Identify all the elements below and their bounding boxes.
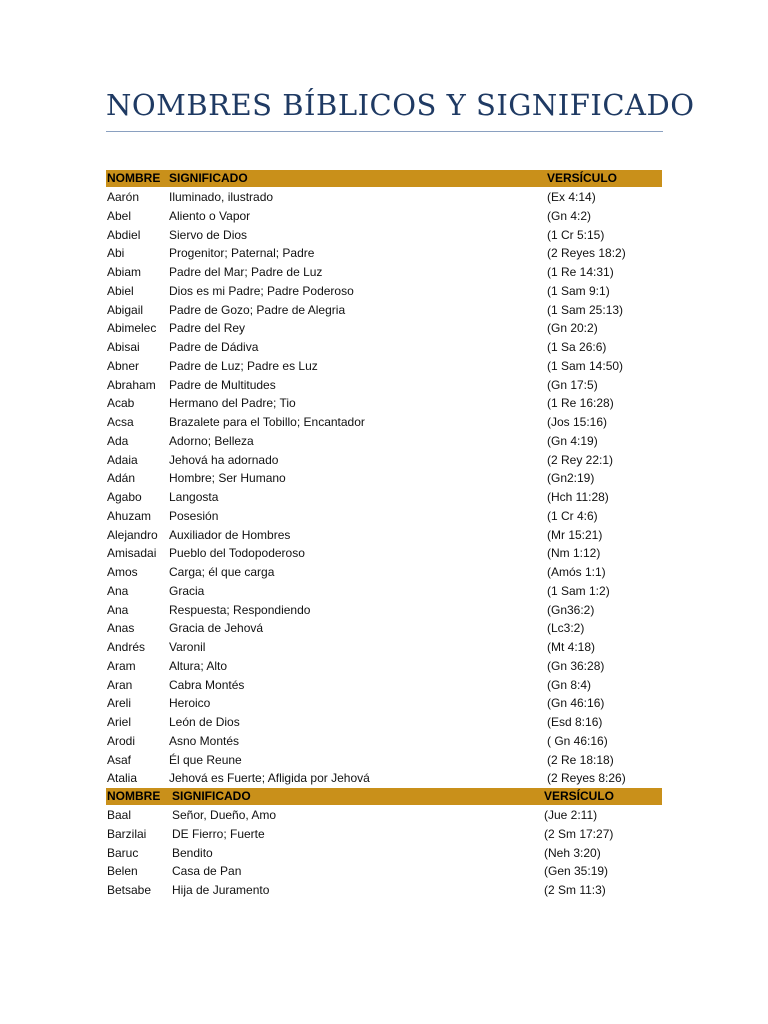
table-row	[106, 301, 662, 320]
cell-significado: Adorno; Belleza	[169, 433, 254, 448]
cell-versiculo: (Amós 1:1)	[547, 565, 606, 579]
cell-nombre: Andrés	[107, 640, 146, 654]
table-row	[106, 657, 662, 676]
cell-nombre: Acab	[107, 396, 135, 411]
cell-significado: Padre del Rey	[169, 321, 246, 336]
table-row	[106, 526, 662, 545]
table-row	[106, 676, 662, 695]
cell-nombre: Amisadai	[107, 546, 157, 561]
table-row	[106, 544, 662, 563]
cell-significado: Jehová ha adornado	[169, 452, 279, 467]
cell-versiculo: (1 Sam 1:2)	[547, 583, 610, 598]
cell-nombre: Amos	[107, 565, 138, 579]
cell-nombre: Baruc	[107, 845, 139, 860]
cell-nombre: Aran	[107, 677, 133, 692]
header-versiculo: VERSÍCULO	[547, 171, 618, 185]
cell-nombre: Abdiel	[107, 227, 141, 242]
table-row	[106, 188, 662, 207]
table-row	[106, 451, 662, 470]
cell-versiculo: (1 Sam 14:50)	[547, 358, 624, 373]
cell-significado: Bendito	[172, 845, 213, 860]
table-row	[106, 601, 662, 620]
table-row	[106, 282, 662, 301]
header-significado: SIGNIFICADO	[172, 789, 251, 803]
table-row	[106, 582, 662, 601]
table-body	[106, 188, 662, 788]
cell-nombre: Abiam	[107, 265, 142, 279]
table-row	[106, 732, 662, 751]
cell-significado: Carga; él que carga	[169, 565, 275, 579]
cell-nombre: Abiel	[107, 283, 134, 298]
table-row	[106, 394, 662, 413]
cell-significado: Auxiliador de Hombres	[169, 527, 291, 542]
cell-nombre: Baal	[107, 808, 132, 822]
title-underline	[106, 131, 663, 132]
table-row	[106, 413, 662, 432]
cell-significado: Padre de Multitudes	[169, 377, 276, 392]
cell-nombre: Aarón	[107, 190, 140, 204]
cell-versiculo: (2 Reyes 18:2)	[547, 246, 626, 261]
cell-versiculo: (Gn 46:16)	[547, 696, 605, 711]
cell-versiculo: (Jue 2:11)	[544, 808, 598, 822]
table-row	[106, 751, 662, 770]
table-row	[106, 881, 662, 900]
cell-significado: Hombre; Ser Humano	[169, 471, 286, 486]
table-row	[106, 319, 662, 338]
cell-significado: León de Dios	[169, 715, 240, 729]
table-row	[106, 507, 662, 526]
cell-versiculo: (Mr 15:21)	[547, 527, 603, 542]
cell-significado: Pueblo del Todopoderoso	[169, 546, 305, 561]
cell-versiculo: (Gn 8:4)	[547, 677, 592, 692]
cell-significado: Señor, Dueño, Amo	[172, 808, 277, 822]
cell-versiculo: (2 Reyes 8:26)	[547, 771, 626, 786]
cell-significado: Él que Reune	[169, 752, 242, 767]
cell-significado: Langosta	[169, 490, 219, 504]
cell-versiculo: (Jos 15:16)	[547, 415, 608, 429]
cell-significado: Jehová es Fuerte; Afligida por Jehová	[169, 771, 370, 786]
cell-significado: Altura; Alto	[169, 658, 228, 673]
header-significado: SIGNIFICADO	[169, 171, 248, 185]
cell-significado: Asno Montés	[169, 733, 240, 748]
cell-versiculo: (1 Cr 4:6)	[547, 508, 598, 523]
table-row	[106, 619, 662, 638]
cell-versiculo: ( Gn 46:16)	[547, 733, 608, 748]
cell-versiculo: (2 Sm 17:27)	[544, 826, 614, 841]
cell-nombre: Areli	[107, 696, 132, 711]
cell-nombre: Arodi	[107, 733, 136, 748]
cell-significado: Hermano del Padre; Tio	[169, 396, 296, 411]
cell-versiculo: (1 Sam 9:1)	[547, 283, 610, 298]
table-header	[106, 788, 662, 805]
cell-nombre: Abraham	[107, 377, 156, 392]
cell-versiculo: (2 Rey 22:1)	[547, 452, 614, 467]
table-row	[106, 825, 662, 844]
cell-significado: Brazalete para el Tobillo; Encantador	[169, 415, 365, 429]
table-row	[106, 844, 662, 863]
table-row	[106, 244, 662, 263]
table-row	[106, 376, 662, 395]
cell-versiculo: (1 Sa 26:6)	[547, 340, 607, 354]
cell-nombre: Abner	[107, 358, 140, 373]
cell-nombre: Abigail	[107, 302, 144, 317]
cell-versiculo: (Gen 35:19)	[544, 864, 609, 879]
cell-nombre: Agabo	[107, 490, 142, 504]
cell-significado: Iluminado, ilustrado	[169, 190, 274, 204]
table-row	[106, 638, 662, 657]
table-row	[106, 338, 662, 357]
cell-versiculo: (Nm 1:12)	[547, 546, 601, 561]
cell-versiculo: (Ex 4:14)	[547, 190, 596, 204]
cell-versiculo: (2 Re 18:18)	[547, 752, 614, 767]
cell-nombre: Ada	[107, 433, 129, 448]
cell-significado: Casa de Pan	[172, 864, 242, 879]
cell-nombre: Ahuzam	[107, 508, 152, 523]
cell-significado: Gracia	[169, 583, 205, 598]
table-row	[106, 357, 662, 376]
cell-nombre: Adaia	[107, 452, 138, 467]
cell-nombre: Asaf	[107, 752, 132, 767]
cell-significado: Respuesta; Respondiendo	[169, 602, 311, 617]
table-row	[106, 226, 662, 245]
cell-versiculo: (Gn 17:5)	[547, 377, 598, 392]
cell-nombre: Aram	[107, 658, 136, 673]
cell-significado: Padre de Luz; Padre es Luz	[169, 358, 318, 373]
cell-versiculo: (Gn2:19)	[547, 471, 595, 486]
table-row	[106, 862, 662, 881]
cell-nombre: Abi	[107, 246, 125, 261]
cell-nombre: Atalia	[107, 771, 138, 786]
cell-nombre: Abimelec	[107, 321, 157, 336]
cell-significado: Heroico	[169, 696, 211, 711]
cell-significado: Padre de Dádiva	[169, 340, 259, 354]
table-row	[106, 806, 662, 825]
cell-nombre: Alejandro	[107, 527, 158, 542]
table-header	[106, 170, 662, 187]
table-row	[106, 432, 662, 451]
header-nombre: NOMBRE	[107, 789, 161, 803]
page-title: NOMBRES BÍBLICOS Y SIGNIFICADO	[106, 88, 695, 122]
cell-versiculo: (Gn36:2)	[547, 602, 595, 617]
cell-significado: Posesión	[169, 508, 219, 523]
cell-nombre: Belen	[107, 864, 138, 879]
cell-versiculo: (2 Sm 11:3)	[544, 883, 606, 897]
cell-significado: Progenitor; Paternal; Padre	[169, 246, 315, 261]
table-row	[106, 713, 662, 732]
cell-nombre: Acsa	[107, 415, 134, 429]
cell-nombre: Abisai	[107, 340, 140, 354]
header-versiculo: VERSÍCULO	[544, 789, 615, 803]
cell-versiculo: (Lc3:2)	[547, 621, 585, 636]
table-row	[106, 488, 662, 507]
cell-significado: Padre de Gozo; Padre de Alegria	[169, 302, 346, 317]
cell-significado: Varonil	[169, 640, 206, 654]
cell-versiculo: (Hch 11:28)	[547, 490, 609, 504]
cell-nombre: Ana	[107, 602, 129, 617]
cell-significado: DE Fierro; Fuerte	[172, 826, 265, 841]
cell-nombre: Abel	[107, 208, 132, 223]
table-row	[106, 694, 662, 713]
cell-versiculo: (Gn 36:28)	[547, 658, 605, 673]
cell-versiculo: (Neh 3:20)	[544, 845, 601, 860]
table-body	[106, 806, 662, 900]
cell-significado: Gracia de Jehová	[169, 621, 264, 636]
cell-versiculo: (Gn 20:2)	[547, 321, 598, 336]
cell-significado: Dios es mi Padre; Padre Poderoso	[169, 283, 354, 298]
names-table-a	[106, 170, 662, 788]
cell-versiculo: (1 Cr 5:15)	[547, 227, 605, 242]
cell-significado: Hija de Juramento	[172, 883, 270, 897]
cell-versiculo: (1 Re 14:31)	[547, 265, 614, 279]
cell-nombre: Barzilai	[107, 826, 147, 841]
table-row	[106, 563, 662, 582]
cell-versiculo: (1 Re 16:28)	[547, 396, 614, 411]
cell-nombre: Anas	[107, 621, 135, 636]
cell-significado: Siervo de Dios	[169, 227, 248, 242]
cell-nombre: Ariel	[107, 715, 132, 729]
table-row	[106, 207, 662, 226]
cell-significado: Cabra Montés	[169, 677, 245, 692]
cell-significado: Padre del Mar; Padre de Luz	[169, 265, 323, 279]
table-row	[106, 469, 662, 488]
table-row	[106, 263, 662, 282]
table-row	[106, 769, 662, 788]
cell-versiculo: (Gn 4:2)	[547, 208, 592, 223]
cell-versiculo: (Esd 8:16)	[547, 715, 603, 729]
cell-versiculo: (Mt 4:18)	[547, 640, 596, 654]
cell-nombre: Betsabe	[107, 883, 152, 897]
header-nombre: NOMBRE	[107, 171, 161, 185]
names-table-b	[106, 788, 662, 900]
cell-nombre: Adán	[107, 471, 136, 486]
cell-versiculo: (Gn 4:19)	[547, 433, 598, 448]
cell-nombre: Ana	[107, 583, 129, 598]
cell-significado: Aliento o Vapor	[169, 208, 251, 223]
cell-versiculo: (1 Sam 25:13)	[547, 302, 624, 317]
